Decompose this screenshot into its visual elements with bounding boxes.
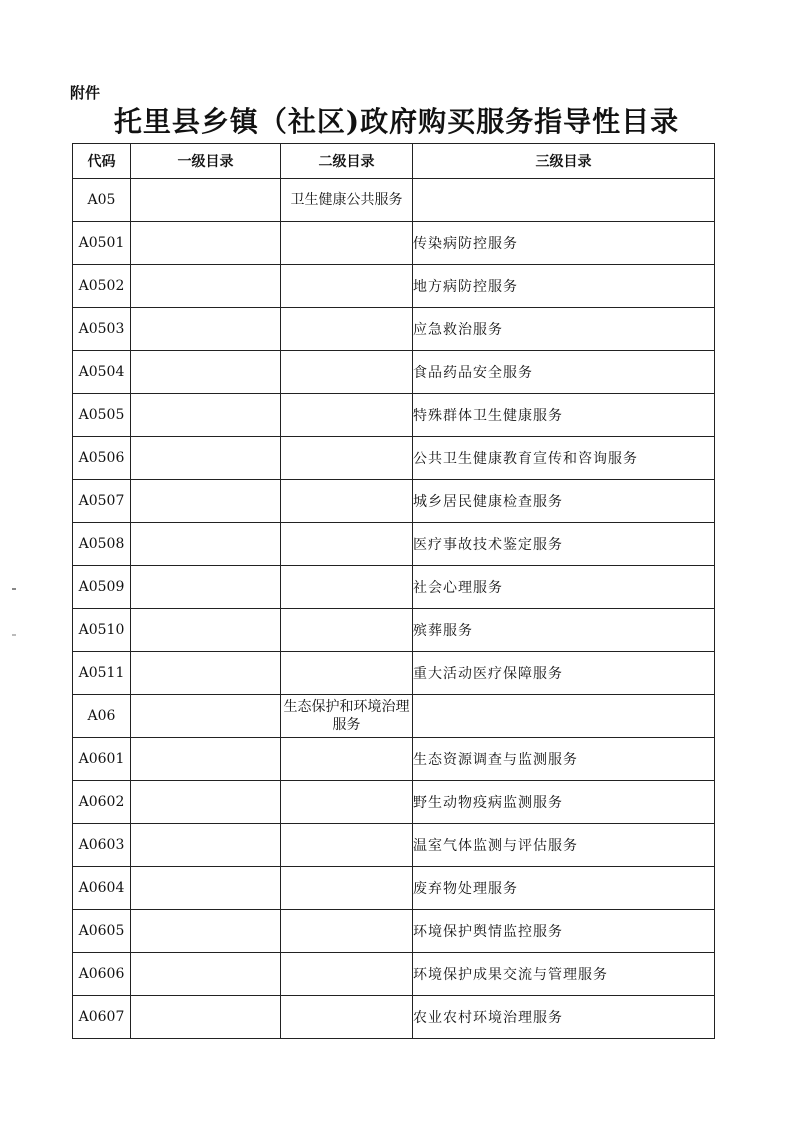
cell-code: A0510 bbox=[73, 609, 131, 652]
cell-code: A0509 bbox=[73, 566, 131, 609]
cell-level3: 温室气体监测与评估服务 bbox=[413, 824, 715, 867]
cell-level3: 环境保护舆情监控服务 bbox=[413, 910, 715, 953]
table-row bbox=[73, 394, 715, 437]
cell-level3 bbox=[413, 179, 715, 222]
cell-level1 bbox=[131, 996, 281, 1039]
cell-level3: 应急救治服务 bbox=[413, 308, 715, 351]
cell-level3: 重大活动医疗保障服务 bbox=[413, 652, 715, 695]
header-level1: 一级目录 bbox=[131, 144, 281, 179]
attachment-label: 附件 bbox=[70, 84, 101, 102]
table-row bbox=[73, 824, 715, 867]
table-row bbox=[73, 523, 715, 566]
cell-code: A0507 bbox=[73, 480, 131, 523]
cell-level1 bbox=[131, 695, 281, 738]
cell-level1 bbox=[131, 910, 281, 953]
cell-code: A0604 bbox=[73, 867, 131, 910]
catalog-table bbox=[72, 143, 715, 1039]
cell-level3: 环境保护成果交流与管理服务 bbox=[413, 953, 715, 996]
header-level3: 三级目录 bbox=[413, 144, 715, 179]
cell-level3: 传染病防控服务 bbox=[413, 222, 715, 265]
cell-level3: 野生动物疫病监测服务 bbox=[413, 781, 715, 824]
cell-level2 bbox=[281, 351, 413, 394]
cell-level1 bbox=[131, 781, 281, 824]
table-row bbox=[73, 179, 715, 222]
cell-level2: 卫生健康公共服务 bbox=[281, 179, 413, 222]
cell-level2 bbox=[281, 738, 413, 781]
cell-level2 bbox=[281, 996, 413, 1039]
page-title: 托里县乡镇（社区)政府购买服务指导性目录 bbox=[113, 105, 680, 138]
table-row bbox=[73, 437, 715, 480]
cell-level1 bbox=[131, 265, 281, 308]
cell-level2 bbox=[281, 824, 413, 867]
table-row bbox=[73, 351, 715, 394]
table-row bbox=[73, 566, 715, 609]
table-row bbox=[73, 609, 715, 652]
table-row bbox=[73, 265, 715, 308]
cell-level1 bbox=[131, 523, 281, 566]
cell-code: A0508 bbox=[73, 523, 131, 566]
cell-level3: 地方病防控服务 bbox=[413, 265, 715, 308]
table-row bbox=[73, 781, 715, 824]
cell-level1 bbox=[131, 738, 281, 781]
cell-level3: 食品药品安全服务 bbox=[413, 351, 715, 394]
cell-level2 bbox=[281, 222, 413, 265]
cell-level1 bbox=[131, 824, 281, 867]
table-row bbox=[73, 695, 715, 738]
cell-level1 bbox=[131, 308, 281, 351]
cell-level1 bbox=[131, 652, 281, 695]
table-row bbox=[73, 996, 715, 1039]
cell-code: A0603 bbox=[73, 824, 131, 867]
cell-level1 bbox=[131, 394, 281, 437]
scan-mark bbox=[12, 634, 16, 636]
cell-code: A0502 bbox=[73, 265, 131, 308]
table-row bbox=[73, 222, 715, 265]
header-row bbox=[73, 144, 715, 179]
header-code: 代码 bbox=[73, 144, 131, 179]
cell-code: A0601 bbox=[73, 738, 131, 781]
cell-code: A0505 bbox=[73, 394, 131, 437]
cell-level2 bbox=[281, 265, 413, 308]
cell-level2 bbox=[281, 437, 413, 480]
cell-level1 bbox=[131, 437, 281, 480]
header-level2: 二级目录 bbox=[281, 144, 413, 179]
cell-level1 bbox=[131, 566, 281, 609]
cell-level1 bbox=[131, 351, 281, 394]
cell-code: A0607 bbox=[73, 996, 131, 1039]
cell-level3: 公共卫生健康教育宣传和咨询服务 bbox=[413, 437, 715, 480]
table-row bbox=[73, 308, 715, 351]
cell-code: A0506 bbox=[73, 437, 131, 480]
cell-level3: 废弃物处理服务 bbox=[413, 867, 715, 910]
cell-level2: 生态保护和环境治理服务 bbox=[281, 695, 413, 738]
cell-level2 bbox=[281, 566, 413, 609]
cell-level2 bbox=[281, 781, 413, 824]
cell-level3: 生态资源调查与监测服务 bbox=[413, 738, 715, 781]
cell-level1 bbox=[131, 867, 281, 910]
cell-level2 bbox=[281, 480, 413, 523]
table-row bbox=[73, 953, 715, 996]
cell-level2 bbox=[281, 308, 413, 351]
cell-level2 bbox=[281, 609, 413, 652]
cell-level3: 农业农村环境治理服务 bbox=[413, 996, 715, 1039]
cell-code: A0602 bbox=[73, 781, 131, 824]
cell-code: A0501 bbox=[73, 222, 131, 265]
cell-code: A0511 bbox=[73, 652, 131, 695]
table-row bbox=[73, 867, 715, 910]
cell-level2 bbox=[281, 394, 413, 437]
cell-level3 bbox=[413, 695, 715, 738]
cell-level1 bbox=[131, 222, 281, 265]
cell-code: A0606 bbox=[73, 953, 131, 996]
cell-level3: 特殊群体卫生健康服务 bbox=[413, 394, 715, 437]
cell-level3: 医疗事故技术鉴定服务 bbox=[413, 523, 715, 566]
cell-level1 bbox=[131, 179, 281, 222]
cell-code: A05 bbox=[73, 179, 131, 222]
table-row bbox=[73, 910, 715, 953]
cell-level2 bbox=[281, 910, 413, 953]
cell-code: A0503 bbox=[73, 308, 131, 351]
table-row bbox=[73, 652, 715, 695]
cell-level1 bbox=[131, 609, 281, 652]
cell-level2 bbox=[281, 867, 413, 910]
cell-level3: 城乡居民健康检查服务 bbox=[413, 480, 715, 523]
cell-level1 bbox=[131, 480, 281, 523]
table-row bbox=[73, 738, 715, 781]
scan-mark bbox=[12, 588, 16, 590]
cell-code: A0504 bbox=[73, 351, 131, 394]
cell-level2 bbox=[281, 652, 413, 695]
cell-level3: 殡葬服务 bbox=[413, 609, 715, 652]
cell-code: A06 bbox=[73, 695, 131, 738]
cell-level1 bbox=[131, 953, 281, 996]
cell-level2 bbox=[281, 523, 413, 566]
cell-level3: 社会心理服务 bbox=[413, 566, 715, 609]
cell-level2 bbox=[281, 953, 413, 996]
table-row bbox=[73, 480, 715, 523]
cell-code: A0605 bbox=[73, 910, 131, 953]
